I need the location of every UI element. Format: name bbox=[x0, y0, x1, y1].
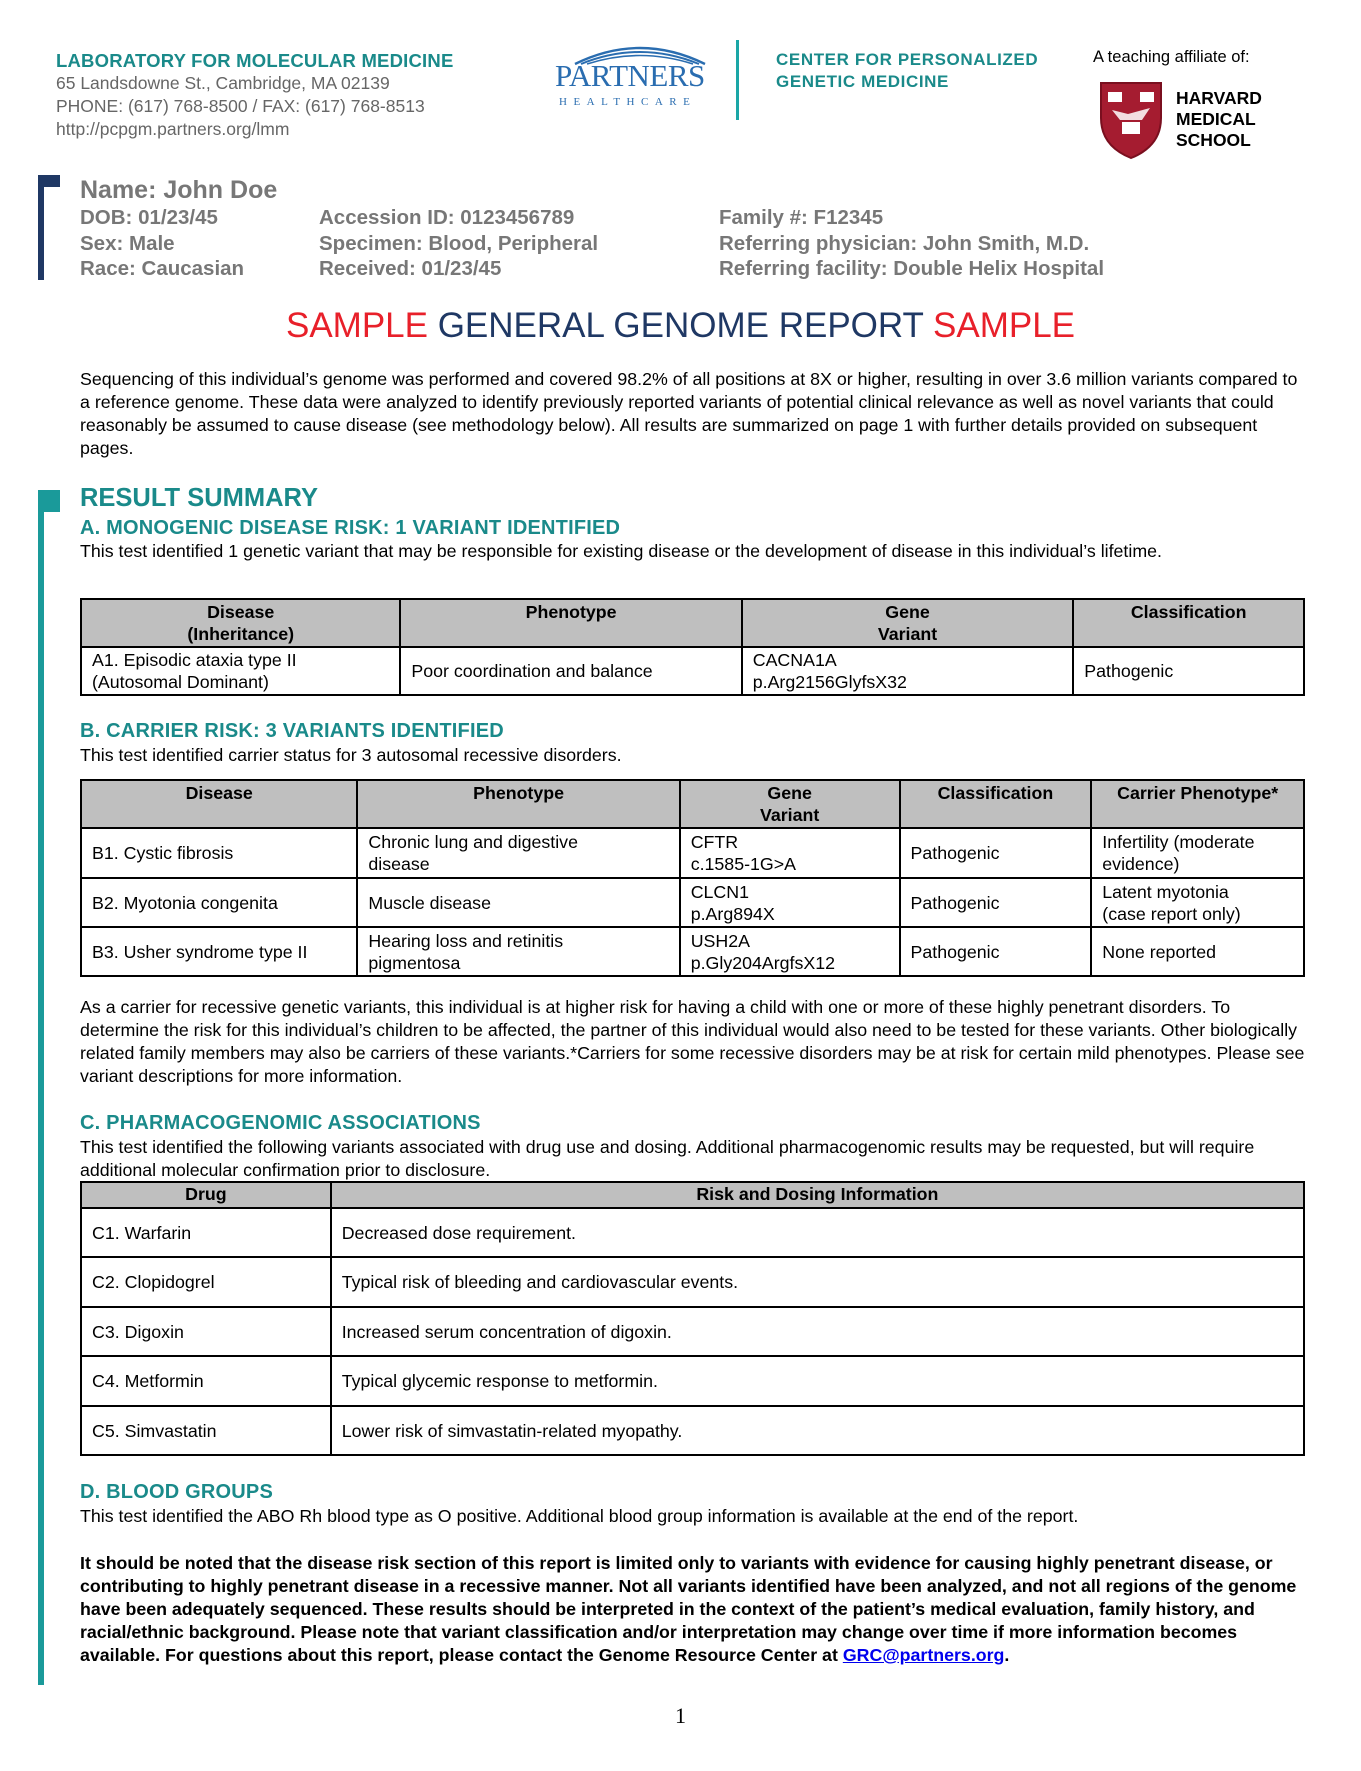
hms-line-3: SCHOOL bbox=[1176, 130, 1251, 150]
gene-variant-cell: CLCN1 p.Arg894X bbox=[680, 878, 900, 927]
col-disease: Disease bbox=[81, 780, 357, 828]
drug-cell: C3. Digoxin bbox=[81, 1307, 331, 1356]
lab-phone: PHONE: (617) 768-8500 / FAX: (617) 768-8513 bbox=[56, 96, 425, 116]
affiliate-text: A teaching affiliate of: bbox=[1093, 48, 1250, 66]
pharmacogenomic-table bbox=[80, 1181, 1305, 1456]
col-classification: Classification bbox=[1073, 599, 1304, 647]
accession-id: Accession ID: 0123456789 bbox=[319, 206, 575, 229]
page-number: 1 bbox=[675, 1703, 686, 1728]
section-b-heading: B. CARRIER RISK: 3 VARIANTS IDENTIFIED bbox=[80, 720, 504, 742]
hms-line-1: HARVARD bbox=[1176, 88, 1262, 108]
harvard-shield-icon bbox=[1098, 80, 1164, 160]
lab-address: 65 Landsdowne St., Cambridge, MA 02139 bbox=[56, 73, 390, 93]
carrier-phenotype-cell: Latent myotonia (case report only) bbox=[1091, 878, 1304, 927]
gene-variant-cell: CACNA1A p.Arg2156GlyfsX32 bbox=[742, 647, 1074, 695]
table-row bbox=[81, 878, 1304, 927]
hms-name bbox=[1176, 88, 1262, 151]
phenotype-cell: Muscle disease bbox=[357, 878, 679, 927]
classification-cell: Pathogenic bbox=[900, 828, 1092, 878]
table-row bbox=[81, 1307, 1304, 1356]
col-drug: Drug bbox=[81, 1182, 331, 1208]
patient-dob: DOB: 01/23/45 bbox=[80, 206, 218, 229]
gene-variant-cell: CFTR c.1585-1G>A bbox=[680, 828, 900, 878]
disclaimer bbox=[80, 1552, 1305, 1667]
table-row bbox=[81, 927, 1304, 976]
section-d-heading: D. BLOOD GROUPS bbox=[80, 1481, 274, 1503]
report-title-main: GENERAL GENOME REPORT bbox=[437, 306, 924, 345]
col-gene-variant: Gene Variant bbox=[680, 780, 900, 828]
drug-cell: C4. Metformin bbox=[81, 1356, 331, 1406]
section-a-heading: A. MONOGENIC DISEASE RISK: 1 VARIANT IDENTIFIED bbox=[80, 517, 621, 539]
drug-cell: C2. Clopidogrel bbox=[81, 1257, 331, 1307]
disease-cell: B1. Cystic fibrosis bbox=[81, 828, 357, 878]
carrier-table bbox=[80, 779, 1305, 977]
accent-bar-top-cap bbox=[38, 175, 60, 187]
monogenic-table bbox=[80, 598, 1305, 696]
patient-sex: Sex: Male bbox=[80, 231, 175, 255]
lab-title: LABORATORY FOR MOLECULAR MEDICINE bbox=[56, 50, 454, 71]
disease-cell: B3. Usher syndrome type II bbox=[81, 927, 357, 976]
intro-paragraph: Sequencing of this individual’s genome was performed and covered 98.2% of all positions at 8X or higher, resulting in over 3.6 million variants compared to a reference genome. These data were analyzed to identify previously reported variants of potential clinical relevance as well as novel variants that could reasonably be assumed to cause disease (see methodology below). All results are summarized on page 1 with further details provided on subsequent pages. bbox=[80, 369, 1298, 458]
dosing-info-cell: Typical glycemic response to metformin. bbox=[331, 1356, 1304, 1406]
gene-variant-cell: USH2A p.Gly204ArgfsX12 bbox=[680, 927, 900, 976]
table-row bbox=[81, 1208, 1304, 1257]
dosing-info-cell: Increased serum concentration of digoxin. bbox=[331, 1307, 1304, 1356]
partners-logo-sub: HEALTHCARE bbox=[559, 96, 697, 108]
referring-facility: Referring facility: Double Helix Hospital bbox=[719, 257, 1105, 280]
center-line-1: CENTER FOR PERSONALIZED bbox=[776, 50, 1039, 69]
received-date: Received: 01/23/45 bbox=[319, 257, 502, 280]
disease-cell: B2. Myotonia congenita bbox=[81, 878, 357, 927]
sample-watermark-right: SAMPLE bbox=[933, 306, 1076, 345]
contact-email-link[interactable]: GRC@partners.org bbox=[842, 1645, 1005, 1665]
lab-info bbox=[56, 50, 454, 141]
col-classification: Classification bbox=[900, 780, 1092, 828]
phenotype-cell: Chronic lung and digestive disease bbox=[357, 828, 679, 878]
phenotype-cell: Poor coordination and balance bbox=[400, 647, 741, 695]
table-row bbox=[81, 1356, 1304, 1406]
dosing-info-cell: Decreased dose requirement. bbox=[331, 1208, 1304, 1257]
patient-name: Name: John Doe bbox=[80, 176, 278, 204]
carrier-phenotype-cell: None reported bbox=[1091, 927, 1304, 976]
classification-cell: Pathogenic bbox=[900, 927, 1092, 976]
section-b-text: This test identified carrier status for 3 autosomal recessive disorders. bbox=[80, 745, 622, 765]
col-carrier-phenotype: Carrier Phenotype* bbox=[1091, 780, 1304, 828]
accent-bar-top bbox=[38, 175, 44, 280]
disclaimer-end: . bbox=[1004, 1645, 1010, 1665]
col-gene-variant: Gene Variant bbox=[742, 599, 1074, 647]
partners-healthcare-logo bbox=[555, 38, 725, 108]
table-row bbox=[81, 828, 1304, 878]
classification-cell: Pathogenic bbox=[1073, 647, 1304, 695]
phenotype-cell: Hearing loss and retinitis pigmentosa bbox=[357, 927, 679, 976]
sample-watermark-left: SAMPLE bbox=[285, 306, 428, 345]
section-a-text: This test identified 1 genetic variant that may be responsible for existing disease or the development of disease in this individual’s lifetime. bbox=[80, 541, 1162, 561]
section-c-heading: C. PHARMACOGENOMIC ASSOCIATIONS bbox=[80, 1112, 481, 1134]
col-risk-dosing: Risk and Dosing Information bbox=[331, 1182, 1304, 1208]
dosing-info-cell: Lower risk of simvastatin-related myopathy. bbox=[331, 1406, 1304, 1455]
section-c-text: This test identified the following variants associated with drug use and dosing. Additional pharmacogenomic results may be requested, but will require additional molecular confirmation prior to disclosure. bbox=[80, 1137, 1255, 1180]
patient-race: Race: Caucasian bbox=[80, 257, 245, 280]
result-summary-heading: RESULT SUMMARY bbox=[80, 484, 318, 512]
table-row bbox=[81, 1406, 1304, 1455]
col-phenotype: Phenotype bbox=[400, 599, 741, 647]
carrier-phenotype-cell: Infertility (moderate evidence) bbox=[1091, 828, 1304, 878]
drug-cell: C1. Warfarin bbox=[81, 1208, 331, 1257]
dosing-info-cell: Typical risk of bleeding and cardiovascular events. bbox=[331, 1257, 1304, 1307]
carrier-note: As a carrier for recessive genetic variants, this individual is at higher risk for having a child with one or more of these highly penetrant disorders. To determine the risk for this individual’s children to be affected, the partner of this individual would also need to be tested for these variants. Other biologically related family members may also be carriers of these variants.*Carriers for some recessive disorders may be at risk for certain mild phenotypes. Please see variant descriptions for more information. bbox=[80, 997, 1305, 1086]
accent-bar-main-cap bbox=[38, 490, 60, 512]
disclaimer-text: It should be noted that the disease risk section of this report is limited only to variants with evidence for causing highly penetrant disease, or contributing to highly penetrant disease in a recessive manner. Not all variants identified have been analyzed, and not all regions of the genome have been adequately sequenced. These results should be interpreted in the context of the patient’s medical evaluation, family history, and racial/ethnic background. Please note that variant classification and/or interpretation may change over time if more information becomes available. For questions about this report, please contact the Genome Resource Center at bbox=[80, 1553, 1297, 1665]
partners-logo-text: PARTNERS bbox=[555, 58, 705, 93]
header-divider bbox=[736, 40, 739, 120]
classification-cell: Pathogenic bbox=[900, 878, 1092, 927]
center-title bbox=[776, 49, 1038, 93]
accent-bar-main bbox=[38, 490, 44, 1685]
family-number: Family #: F12345 bbox=[719, 206, 884, 229]
drug-cell: C5. Simvastatin bbox=[81, 1406, 331, 1455]
table-row bbox=[81, 1257, 1304, 1307]
disease-cell: A1. Episodic ataxia type II (Autosomal Dominant) bbox=[81, 647, 400, 695]
col-phenotype: Phenotype bbox=[357, 780, 679, 828]
referring-physician: Referring physician: John Smith, M.D. bbox=[719, 231, 1090, 255]
center-line-2: GENETIC MEDICINE bbox=[776, 72, 950, 91]
specimen: Specimen: Blood, Peripheral bbox=[319, 231, 599, 255]
table-row bbox=[81, 647, 1304, 695]
report-title bbox=[0, 306, 1361, 346]
hms-line-2: MEDICAL bbox=[1176, 109, 1256, 129]
section-d-text: This test identified the ABO Rh blood type as O positive. Additional blood group information is available at the end of the report. bbox=[80, 1506, 1079, 1526]
col-disease: Disease (Inheritance) bbox=[81, 599, 400, 647]
lab-url[interactable]: http://pcpgm.partners.org/lmm bbox=[56, 119, 290, 139]
